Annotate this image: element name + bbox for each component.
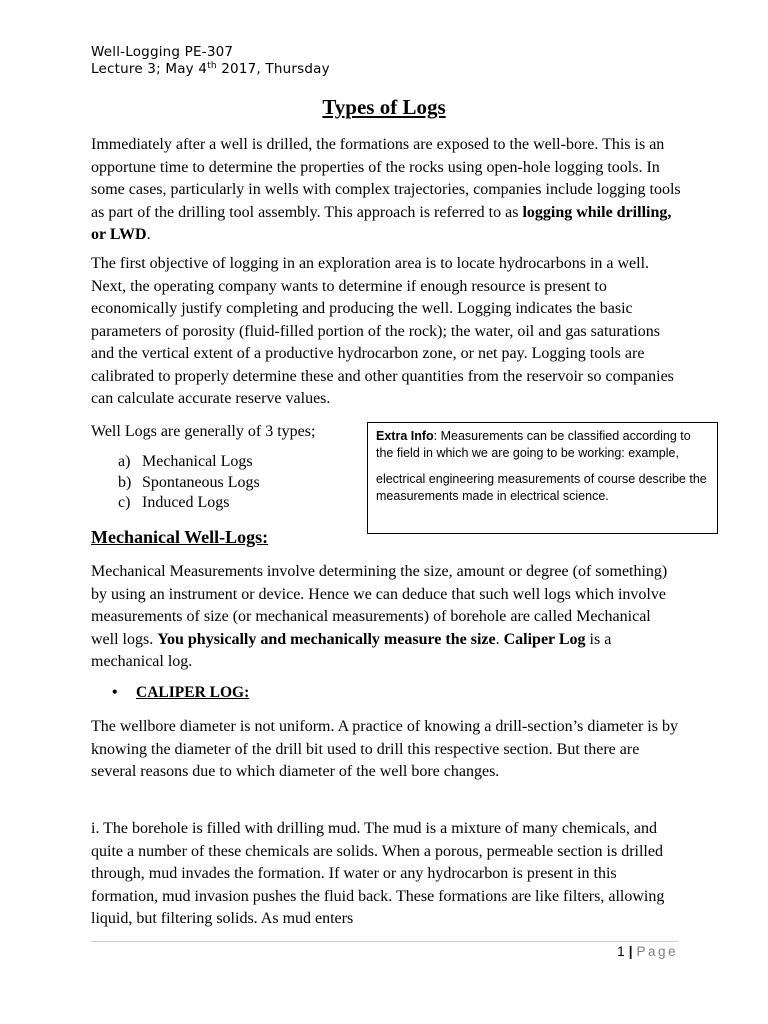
course-title: Well-Logging PE-307 (91, 44, 234, 60)
page-label: Page (636, 944, 678, 959)
bullet-icon: • (112, 684, 118, 701)
paragraph-borehole-mud: i. The borehole is filled with drilling mud. The mud is a mixture of many chemicals, and quite a number of these chemicals are solids. When a porous, permeable section is drilled through, mud invades the formation. If water or any hydrocarbon is present in this formation, mud invasion pushes the fluid back. These formations are like filters, allowing liquid, but filtering solids. As mud enters (91, 820, 665, 927)
page-number: 1 (617, 944, 625, 959)
extra-info-text-2: electrical engineering measurements of course describe the measurements made in electrical science. (376, 472, 707, 503)
list-item: b) Spontaneous Logs (118, 473, 260, 491)
paragraph-log-types: Well Logs are generally of 3 types; (91, 423, 316, 440)
extra-info-box (367, 422, 718, 534)
paragraph-wellbore: The wellbore diameter is not uniform. A practice of knowing a drill-section’s diameter is by knowing the diameter of the drill bit used to drill this respective section. But there are several reasons due to which diameter of the well bore changes. (91, 718, 678, 780)
page-title: Types of Logs (322, 95, 446, 119)
bullet-caliper-log: • CALIPER LOG: (112, 684, 250, 701)
footer-divider (91, 941, 678, 942)
list-item: a) Mechanical Logs (118, 453, 253, 470)
page-footer: 1 | Page (617, 944, 678, 959)
paragraph-intro: Immediately after a well is drilled, the formations are exposed to the well-bore. This is an opportune time to determine the properties of the rocks using open-hole logging tools. In some cases, particularly in wells with complex trajectories, companies include logging tools as part of the drilling tool assembly. This approach is referred to as logging while drilling, or LWD. (91, 136, 681, 243)
section-heading-mechanical: Mechanical Well-Logs: (91, 527, 269, 547)
paragraph-objective: The first objective of logging in an exploration area is to locate hydrocarbons in a well. Next, the operating company wants to determine if enough resource is present to economically justify completing and producing the well. Logging indicates the basic parameters of porosity (fluid-filled portion of the rock); the water, oil and gas saturations and the vertical extent of a productive hydrocarbon zone, or net pay. Logging tools are calibrated to properly determine these and other quantities from the reservoir so companies can calculate accurate reserve values. (91, 255, 674, 407)
lecture-header (91, 44, 330, 78)
list-item: c) Induced Logs (118, 494, 230, 511)
log-types-list (118, 452, 260, 514)
paragraph-mechanical: Mechanical Measurements involve determining the size, amount or degree (of something) by using an instrument or device. Hence we can deduce that such well logs which involve measurements of size (or mechanical measurements) of borehole are called Mechanical well logs. You physically and mechanically measure the size. Caliper Log is a mechanical log. (91, 563, 668, 670)
extra-info-text: Extra Info: Measurements can be classified according to the field in which we are going to be working: example, (376, 429, 691, 460)
lecture-line: Lecture 3; May 4th 2017, Thursday (91, 61, 330, 77)
